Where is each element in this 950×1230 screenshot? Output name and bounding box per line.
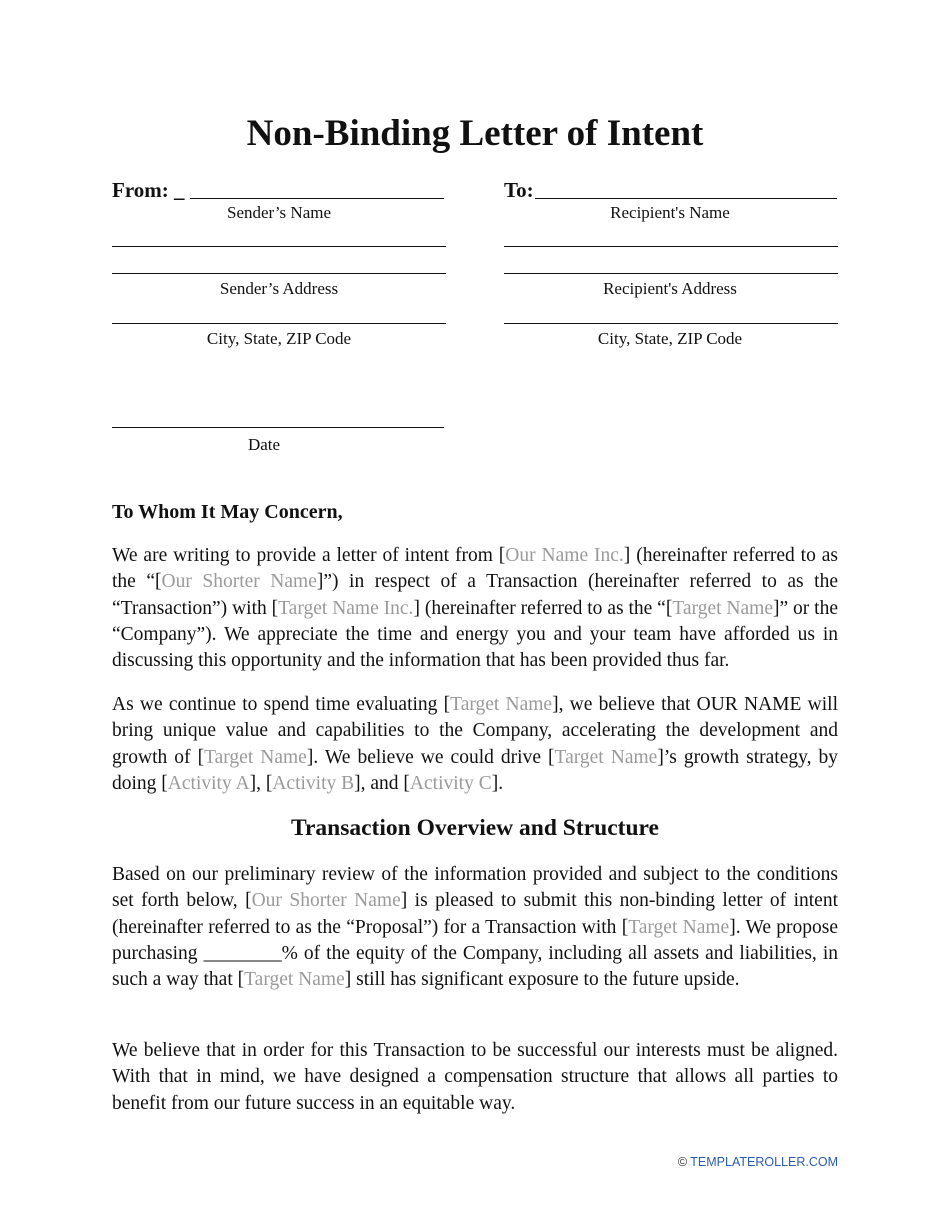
placeholder-field[interactable]: Target Name xyxy=(672,597,773,619)
footer-site-link[interactable]: TEMPLATEROLLER.COM xyxy=(690,1155,838,1169)
sender-name-line[interactable] xyxy=(190,198,444,199)
paragraph-text: ], and [ xyxy=(354,772,410,794)
footer-credit xyxy=(678,1154,838,1170)
from-label: From: _ xyxy=(112,178,185,202)
paragraph-text: ] (hereinafter referred to as the “[ xyxy=(112,545,838,593)
placeholder-field[interactable]: Target Name xyxy=(554,746,658,768)
paragraph-text: As we continue to spend time evaluating [ xyxy=(112,694,451,715)
paragraph-text: ] still has significant exposure to the future upside. xyxy=(344,969,740,991)
placeholder-field[interactable]: Target Name xyxy=(204,746,307,768)
sender-address-line-2[interactable] xyxy=(112,273,446,274)
recipient-address-line-1[interactable] xyxy=(504,246,838,247)
paragraph-text: ] is pleased to submit this non-binding letter of intent (hereinafter referred to as the “Proposal”) for a Transaction with [ xyxy=(112,890,838,938)
placeholder-field[interactable]: Target Name xyxy=(450,694,553,715)
copyright-symbol: © xyxy=(677,1155,688,1169)
paragraph-text: ] (hereinafter referred to as the “[ xyxy=(413,597,673,619)
placeholder-field[interactable]: Activity B xyxy=(272,772,355,794)
sender-name-caption: Sender’s Name xyxy=(226,203,332,222)
recipient-city-caption: City, State, ZIP Code xyxy=(597,329,743,348)
paragraph-text: ]. We believe we could drive [ xyxy=(306,746,555,768)
paragraph-compensation xyxy=(112,1038,838,1117)
placeholder-field[interactable]: Activity C xyxy=(409,772,492,794)
placeholder-field[interactable]: Activity A xyxy=(167,772,250,794)
section-heading: Transaction Overview and Structure xyxy=(291,815,659,841)
paragraph-text: ]” or the “Company”). We appreciate the time and energy you and your team have afforded us in discussing this opportunity and the information that has been provided thus far. xyxy=(112,597,838,672)
paragraph-text: ]. xyxy=(491,772,504,794)
paragraph-text: ]. We propose purchasing ________% of the equity of the Company, including all assets and liabilities, in such a way that [ xyxy=(112,916,838,991)
placeholder-field[interactable]: Target Name xyxy=(628,916,730,938)
paragraph-evaluation xyxy=(112,692,838,797)
date-caption: Date xyxy=(247,435,281,454)
recipient-address-line-2[interactable] xyxy=(504,273,838,274)
paragraph-text: We are writing to provide a letter of intent from [ xyxy=(112,545,506,566)
placeholder-field[interactable]: Our Name Inc. xyxy=(505,545,624,566)
paragraph-intro xyxy=(112,543,838,674)
sender-city-line[interactable] xyxy=(112,323,446,324)
recipient-name-caption: Recipient's Name xyxy=(610,203,730,222)
paragraph-text: We believe that in order for this Transaction to be successful our interests must be aligned. With that in mind, we have designed a compensation structure that allows all parties to benefit from our future success in an equitable way. xyxy=(112,1040,838,1114)
recipient-address-caption: Recipient's Address xyxy=(603,279,737,298)
recipient-name-line[interactable] xyxy=(535,198,837,199)
placeholder-field[interactable]: Our Shorter Name xyxy=(251,890,401,912)
sender-city-caption: City, State, ZIP Code xyxy=(206,329,352,348)
date-line[interactable] xyxy=(112,427,444,428)
sender-address-caption: Sender’s Address xyxy=(219,279,339,298)
document-title: Non-Binding Letter of Intent xyxy=(246,113,704,154)
greeting: To Whom It May Concern, xyxy=(112,501,343,523)
recipient-city-line[interactable] xyxy=(504,323,838,324)
paragraph-text: ]”) in respect of a Transaction (hereinafter referred to as the “Transaction”) with [ xyxy=(112,571,838,619)
placeholder-field[interactable]: Target Name Inc. xyxy=(278,597,414,619)
paragraph-text: ]’s growth strategy, by doing [ xyxy=(112,746,839,794)
placeholder-field[interactable]: Our Shorter Name xyxy=(161,571,317,593)
paragraph-text: ], we believe that OUR NAME will bring unique value and capabilities to the Company, accelerating the development and growth of [ xyxy=(112,694,838,768)
paragraph-text: ], [ xyxy=(249,772,273,794)
paragraph-text: Based on our preliminary review of the information provided and subject to the conditions set forth below, [ xyxy=(112,864,838,912)
sender-address-line-1[interactable] xyxy=(112,246,446,247)
paragraph-proposal xyxy=(112,862,838,993)
placeholder-field[interactable]: Target Name xyxy=(244,969,345,991)
to-label: To: xyxy=(504,178,534,202)
